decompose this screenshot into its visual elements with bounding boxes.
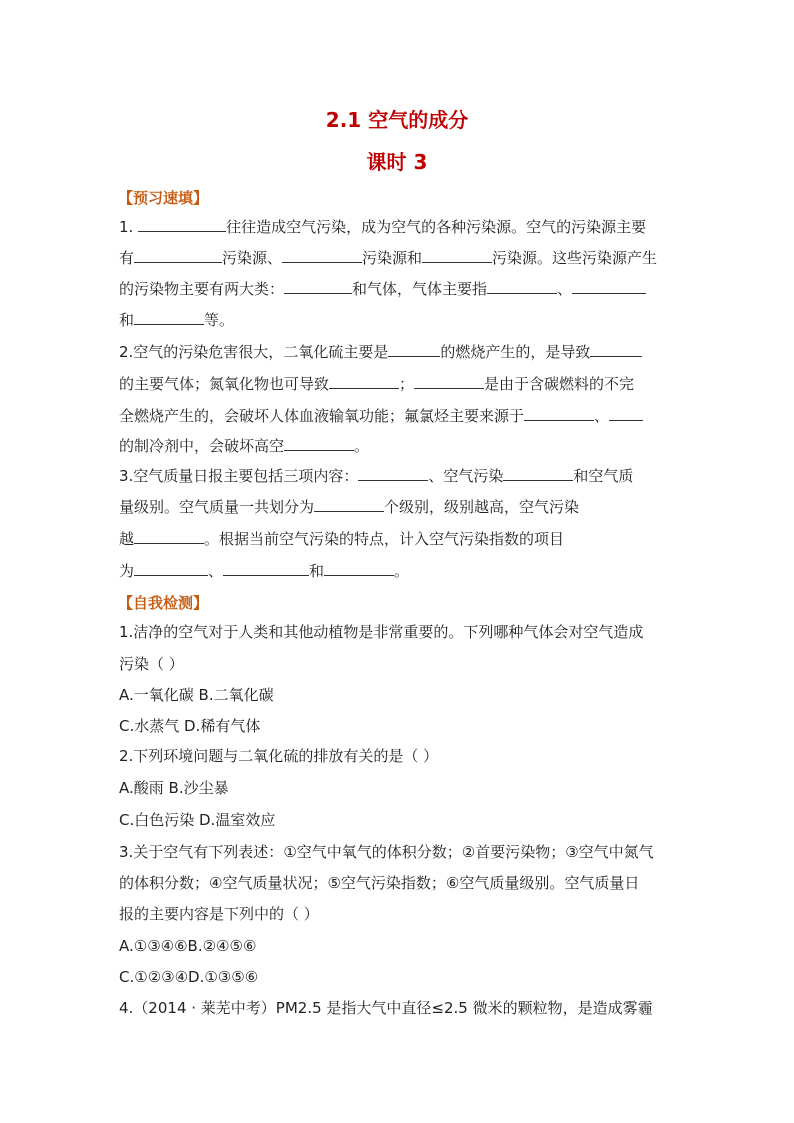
p2-line2: 的主要气体；氮氧化物也可导致 ； 是由于含碳燃料的不完 bbox=[119, 375, 635, 393]
p3-line1: 3.空气质量日报主要包括三项内容： 、空气污染 和空气质 bbox=[119, 467, 634, 485]
q3-options-cd: C.①②③④D.①③⑤⑥ bbox=[119, 968, 259, 986]
q2-options-ab: A.酸雨 B.沙尘暴 bbox=[119, 779, 229, 797]
p1-line1: 1. 往往造成空气污染，成为空气的各种污染源。空气的污染源主要 bbox=[119, 218, 647, 236]
p2-line1: 2.空气的污染危害很大，二氧化硫主要是 的燃烧产生的，是导致 bbox=[119, 342, 642, 362]
blank bbox=[324, 561, 394, 576]
blank bbox=[422, 248, 492, 263]
blank bbox=[414, 374, 484, 389]
q1-stem-line2: 污染（ ） bbox=[119, 655, 184, 673]
page-subtitle: 课时 3 bbox=[366, 150, 428, 174]
blank bbox=[487, 279, 557, 294]
blank bbox=[134, 310, 204, 325]
blank bbox=[138, 217, 226, 232]
blank bbox=[609, 406, 643, 421]
section-selfcheck-heading: 【自我检测】 bbox=[118, 594, 209, 612]
q1-options-ab: A.一氧化碳 B.二氧化碳 bbox=[119, 686, 274, 704]
p3-line3: 越 。根据当前空气污染的特点，计入空气污染指数的项目 bbox=[119, 530, 565, 548]
q3-stem-line3: 报的主要内容是下列中的（ ） bbox=[119, 905, 319, 923]
p3-line2: 量级别。空气质量一共划分为 个级别，级别越高，空气污染 bbox=[119, 498, 580, 516]
q3-options-ab: A.①③④⑥B.②④⑤⑥ bbox=[119, 937, 257, 955]
q4-stem-line1: 4.（2014 · 莱芜中考）PM2.5 是指大气中直径≤2.5 微米的颗粒物，是造成雾霾 bbox=[119, 999, 653, 1017]
blank bbox=[284, 279, 352, 294]
p1-line4: 和 等。 bbox=[119, 311, 235, 329]
blank bbox=[388, 342, 440, 357]
p2-line4: 的制冷剂中，会破坏高空 。 bbox=[119, 437, 370, 455]
p1-line3: 的污染物主要有两大类： 和气体，气体主要指 、 bbox=[119, 279, 646, 299]
q3-stem-line2: 的体积分数；④空气质量状况；⑤空气污染指数；⑥空气质量级别。空气质量日 bbox=[119, 874, 640, 892]
p1-line2: 有 污染源、 污染源和 污染源。这些污染源产生 bbox=[119, 249, 658, 267]
blank bbox=[503, 466, 573, 481]
blank bbox=[314, 497, 384, 512]
q3-stem-line1: 3.关于空气有下列表述：①空气中氧气的体积分数；②首要污染物；③空气中氮气 bbox=[119, 843, 654, 861]
blank bbox=[284, 436, 354, 451]
blank bbox=[223, 561, 309, 576]
q1-stem-line1: 1.洁净的空气对于人类和其他动植物是非常重要的。下列哪种气体会对空气造成 bbox=[119, 623, 644, 641]
blank bbox=[329, 374, 399, 389]
blank bbox=[134, 561, 208, 576]
blank bbox=[358, 466, 428, 481]
q2-stem: 2.下列环境问题与二氧化硫的排放有关的是（ ） bbox=[119, 747, 439, 765]
p2-line3: 全燃烧产生的，会破坏人体血液输氧功能；氟氯烃主要来源于 、 bbox=[119, 406, 643, 426]
section-preview-heading: 【预习速填】 bbox=[118, 189, 209, 207]
page-title: 2.1 空气的成分 bbox=[325, 108, 469, 132]
blank bbox=[134, 529, 204, 544]
q2-options-cd: C.白色污染 D.温室效应 bbox=[119, 811, 276, 829]
q1-options-cd: C.水蒸气 D.稀有气体 bbox=[119, 717, 261, 735]
blank bbox=[134, 248, 222, 263]
p3-line4: 为 、 和 。 bbox=[119, 562, 410, 580]
blank bbox=[590, 342, 642, 357]
blank bbox=[282, 248, 362, 263]
blank bbox=[524, 406, 594, 421]
blank bbox=[572, 279, 646, 294]
